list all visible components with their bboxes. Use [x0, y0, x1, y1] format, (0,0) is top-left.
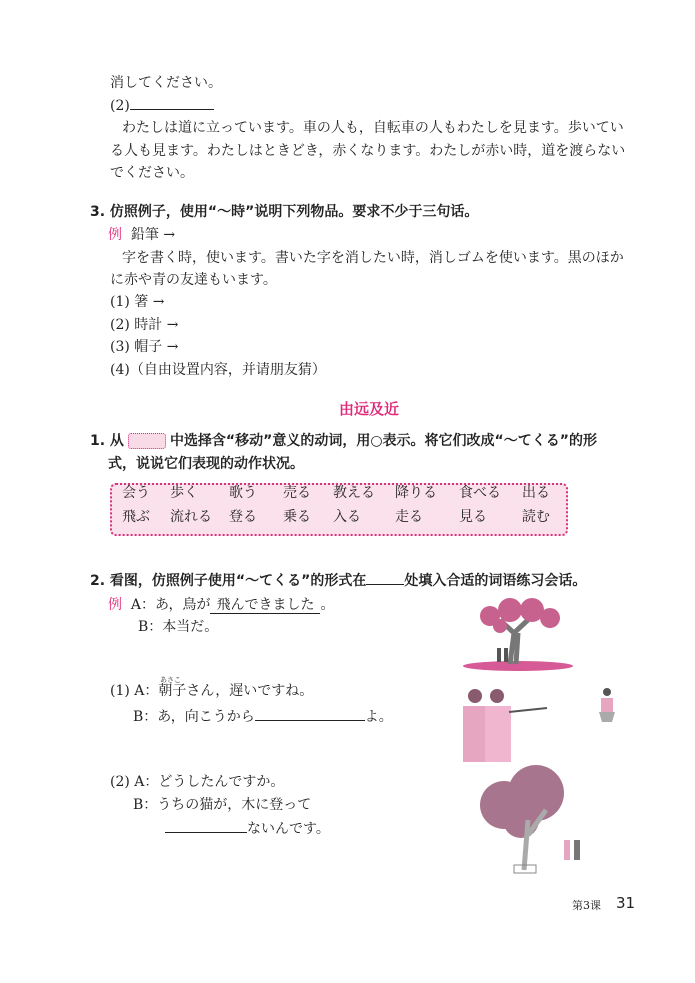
verb-item[interactable]: 会う — [122, 485, 150, 501]
dotted-box-icon — [128, 433, 166, 449]
item-2-blank[interactable] — [110, 95, 214, 115]
q2-a: (2) A：どうしたんですか。 — [110, 774, 285, 790]
q1-b: B：あ，向こうから よ。 — [133, 706, 393, 726]
verb-item[interactable]: 登る — [229, 509, 257, 525]
verb-item[interactable]: 歌う — [229, 485, 257, 501]
verb-box — [110, 483, 568, 536]
verb-item[interactable]: 見る — [459, 509, 487, 525]
q2-b2: ないんです。 — [165, 818, 330, 838]
ruby-text: あさこ — [160, 676, 181, 684]
lesson-label: 第3课 — [572, 899, 601, 912]
answer-blank[interactable] — [165, 818, 247, 833]
verb-item[interactable]: 食べる — [459, 485, 501, 501]
people-pointing-illustration — [455, 686, 625, 762]
verb-item[interactable]: 入る — [333, 509, 361, 525]
paragraph-line: る人も見ます。わたしはときどき，赤くなります。わたしが赤い時，道を渡らない — [110, 143, 626, 159]
example-b: B：本当だ。 — [138, 619, 219, 635]
list-item: (2) 時計 → — [110, 317, 179, 333]
example-text: 字を書く時，使います。書いた字を消したい時，消しゴムを使います。黒のほか — [122, 250, 624, 266]
item-label: (2) — [110, 98, 130, 114]
answer-blank[interactable] — [255, 706, 365, 721]
text-line: 消してください。 — [110, 75, 222, 91]
q1-a: (1) A：朝子さん，遅いですね。 — [110, 683, 314, 699]
tree-with-cat-illustration — [476, 765, 596, 877]
example-word: 鉛筆 → — [130, 227, 176, 243]
q2-b: B：うちの猫が，木に登って — [133, 797, 312, 813]
paragraph-line: わたしは道に立っています。車の人も，自転車の人もわたしを見ます。歩いてい — [122, 120, 624, 136]
verb-item[interactable]: 歩く — [170, 485, 198, 501]
page-number: 31 — [616, 894, 636, 912]
verb-item[interactable]: 読む — [522, 509, 550, 525]
list-item: (1) 箸 → — [110, 294, 165, 310]
example-mark: 例 — [108, 227, 122, 243]
verb-item[interactable]: 流れる — [170, 509, 212, 525]
verb-item[interactable]: 降りる — [395, 485, 437, 501]
verb-item[interactable]: 出る — [522, 485, 550, 501]
paragraph-line: でください。 — [110, 165, 194, 181]
example-text: に赤や青の友達もいます。 — [110, 272, 277, 288]
exercise-2-title: 2. 看图，仿照例子使用“～てくる”的形式在 处填入合适的词语练习会话。 — [90, 570, 586, 590]
list-item: (3) 帽子 → — [110, 339, 179, 355]
verb-item[interactable]: 教える — [333, 485, 375, 501]
tree-with-birds-illustration — [460, 598, 575, 673]
verb-item[interactable]: 乗る — [283, 509, 311, 525]
example-answer: 飛んできました — [210, 597, 320, 614]
exercise-1-title-line2: 式，说说它们表现的动作状况。 — [108, 456, 304, 472]
verb-item[interactable]: 走る — [395, 509, 423, 525]
list-item: (4)（自由设置内容，并请朋友猜） — [110, 362, 326, 378]
example-row — [108, 225, 175, 245]
exercise-3-title: 3. 仿照例子，使用“～時”说明下列物品。要求不少于三句话。 — [90, 204, 479, 220]
section-heading: 由远及近 — [338, 400, 399, 418]
exercise-1-title: 1. 从 中选择含“移动”意义的动词，用○表示。将它们改成“～てくる”的形 — [90, 433, 597, 449]
verb-item[interactable]: 売る — [283, 485, 311, 501]
example-a: 例 A：あ，鳥が 飛んできました 。 — [108, 597, 335, 613]
example-mark: 例 — [108, 597, 122, 613]
verb-item[interactable]: 飛ぶ — [122, 509, 150, 525]
